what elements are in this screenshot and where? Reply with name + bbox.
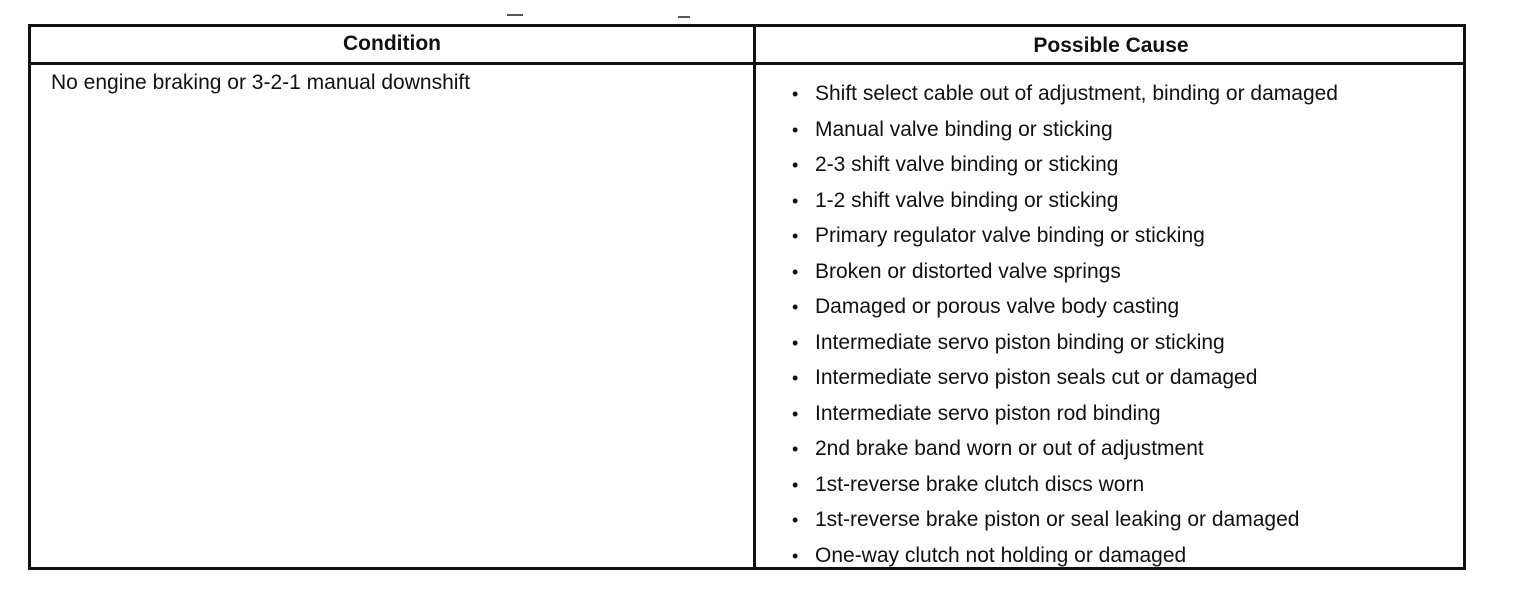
cause-text: 2-3 shift valve binding or sticking: [815, 153, 1119, 176]
bullet-icon: •: [792, 439, 799, 459]
table-header-row: [31, 27, 1463, 65]
bullet-icon: •: [792, 261, 799, 282]
bullet-icon: •: [792, 297, 799, 317]
cause-text: One-way clutch not holding or damaged: [815, 543, 1187, 567]
cause-item: [787, 363, 1338, 399]
cause-text: Intermediate servo piston seals cut or damaged: [815, 366, 1258, 389]
bullet-icon: •: [792, 226, 799, 246]
cause-text: Primary regulator valve binding or sticking: [815, 224, 1205, 247]
cause-item: [787, 328, 1338, 364]
bullet-icon: •: [792, 474, 799, 495]
cause-item: [787, 434, 1338, 470]
diagnosis-table: [28, 24, 1466, 570]
cause-text: Broken or distorted valve springs: [815, 259, 1121, 283]
cause-item: [787, 257, 1338, 293]
scan-artifact-mark: [507, 14, 523, 16]
cause-text: Damaged or porous valve body casting: [815, 295, 1180, 318]
cause-text: 2nd brake band worn or out of adjustment: [815, 437, 1204, 460]
bullet-icon: •: [792, 119, 799, 140]
cause-item: [787, 505, 1338, 541]
column-header-condition: Condition: [343, 32, 441, 55]
bullet-icon: •: [792, 368, 799, 388]
bullet-icon: •: [792, 332, 799, 353]
cause-text: 1st-reverse brake clutch discs worn: [815, 472, 1145, 496]
cause-item: [787, 79, 1338, 115]
cause-item: [787, 470, 1338, 506]
cause-text: 1st-reverse brake piston or seal leaking or damaged: [815, 508, 1300, 531]
cause-item: [787, 115, 1338, 151]
bullet-icon: •: [792, 190, 799, 211]
condition-cell: No engine braking or 3-2-1 manual downshift: [51, 71, 471, 94]
cause-text: 1-2 shift valve binding or sticking: [815, 188, 1119, 212]
cause-item: [787, 399, 1338, 435]
cause-item: [787, 292, 1338, 328]
bullet-icon: •: [792, 403, 799, 424]
cause-text: Intermediate servo piston binding or sticking: [815, 330, 1225, 354]
possible-cause-list: [787, 79, 1338, 576]
cause-item: [787, 221, 1338, 257]
scan-artifact-mark: [678, 16, 690, 18]
bullet-icon: •: [792, 545, 799, 566]
cause-item: [787, 150, 1338, 186]
bullet-icon: •: [792, 155, 799, 175]
bullet-icon: •: [792, 510, 799, 530]
cause-text: Manual valve binding or sticking: [815, 117, 1113, 141]
bullet-icon: •: [792, 84, 799, 104]
cause-item: [787, 186, 1338, 222]
cause-text: Shift select cable out of adjustment, binding or damaged: [815, 82, 1338, 105]
column-divider: [753, 27, 756, 567]
column-header-possible-cause: Possible Cause: [1033, 34, 1189, 57]
cause-item: [787, 541, 1338, 577]
cause-text: Intermediate servo piston rod binding: [815, 401, 1161, 425]
